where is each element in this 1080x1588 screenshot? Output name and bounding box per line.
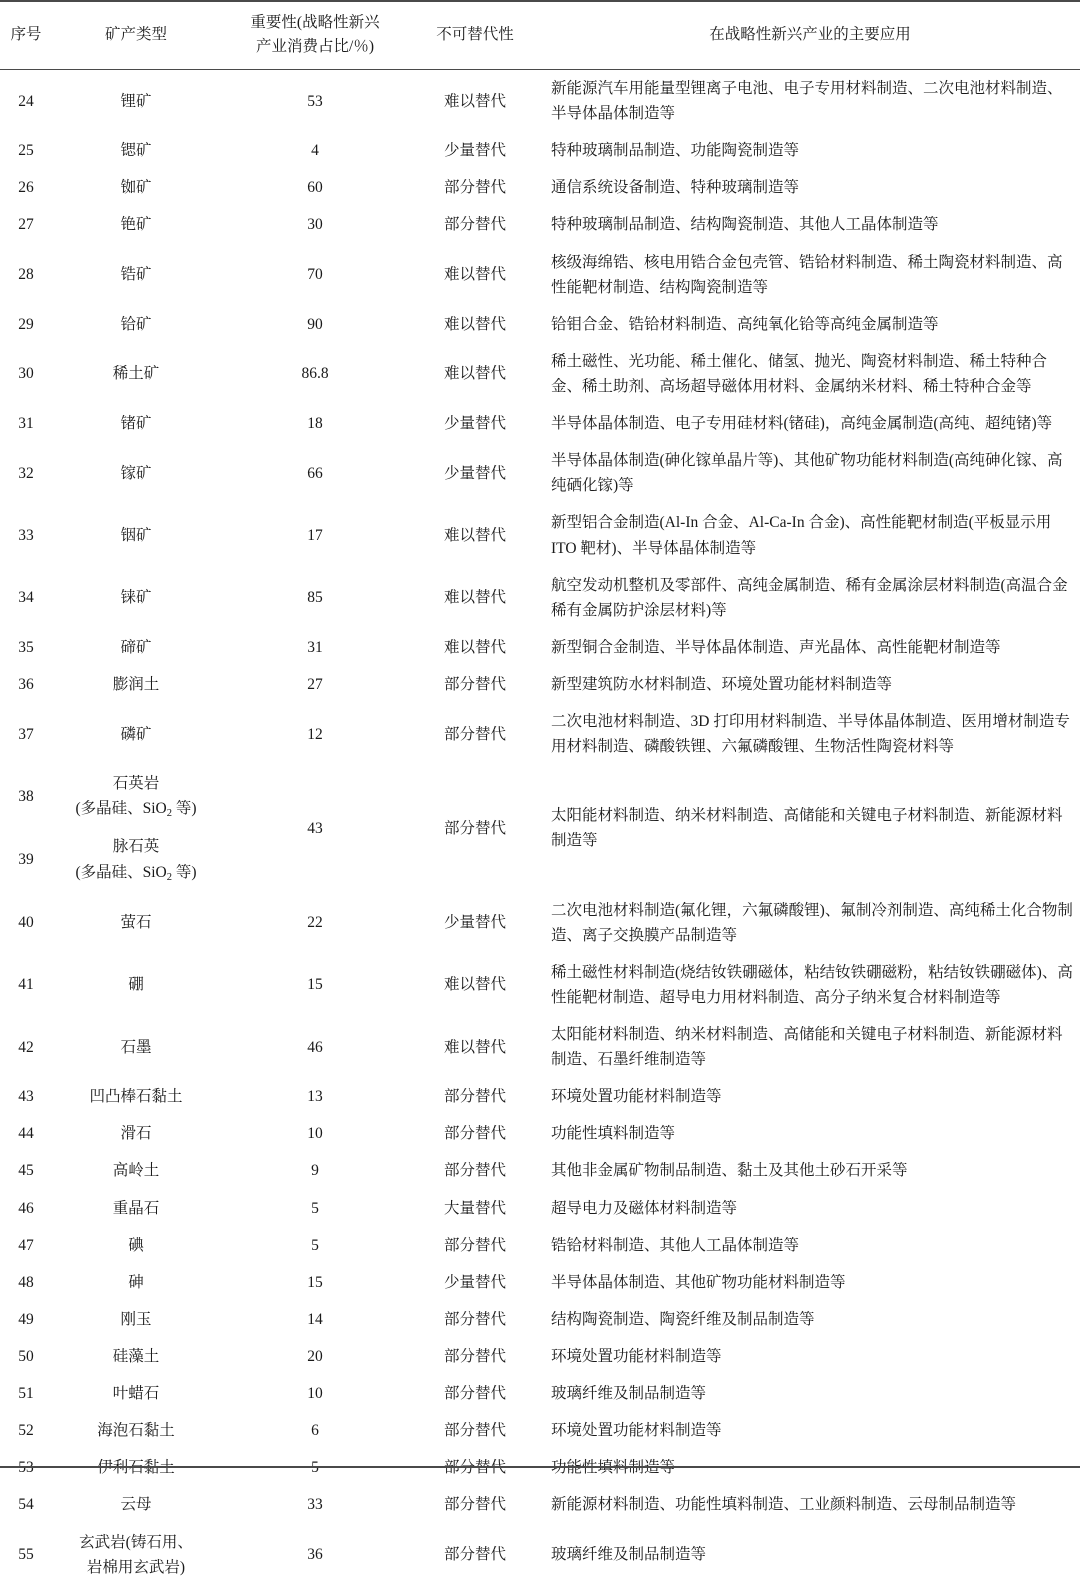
cell-applications: 二次电池材料制造(氟化锂，六氟磷酸锂)、氟制冷剂制造、高纯稀土化合物制造、离子交换膜产品制造等 <box>551 901 1073 944</box>
cell-mineral-type: 锗矿 <box>120 415 152 433</box>
cell-importance-share: 66 <box>307 464 323 482</box>
table-row <box>0 1375 1080 1412</box>
cell-applications: 结构陶瓷制造、陶瓷纤维及制品制造等 <box>551 1310 815 1328</box>
cell-substitutability: 部分替代 <box>443 819 506 837</box>
table-row <box>0 504 1080 566</box>
cell-seq: 53 <box>18 1459 34 1477</box>
mineral-type-line1: 玄武岩(铸石用、 <box>79 1533 193 1551</box>
cell-substitutability: 部分替代 <box>443 1236 506 1254</box>
cell-importance-share: 20 <box>307 1348 323 1365</box>
quartzite-name: 石英岩 <box>112 775 160 793</box>
table-row <box>0 405 1080 442</box>
table-row <box>0 703 1080 765</box>
table-row <box>0 1190 1080 1227</box>
cell-mineral-type: 磷矿 <box>120 725 152 743</box>
table-row <box>0 1486 1080 1523</box>
table-row <box>0 1412 1080 1449</box>
cell-mineral-type: 硼 <box>128 976 144 994</box>
cell-seq: 25 <box>18 142 34 160</box>
cell-seq: 54 <box>18 1496 34 1514</box>
cell-applications: 太阳能材料制造、纳米材料制造、高储能和关键电子材料制造、新能源材料制造、石墨纤维制造等 <box>551 1026 1063 1069</box>
cell-applications: 太阳能材料制造、纳米材料制造、高储能和关键电子材料制造、新能源材料制造等 <box>551 807 1063 850</box>
cell-mineral-type: 海泡石黏土 <box>97 1422 175 1440</box>
cell-mineral-type: 镓矿 <box>120 464 152 482</box>
table-row <box>0 442 1080 504</box>
importance-header-line2: 产业消费占比/％) <box>256 38 374 56</box>
cell-importance-share: 36 <box>307 1546 323 1564</box>
cell-substitutability: 难以替代 <box>443 589 506 607</box>
cell-substitutability: 大量替代 <box>443 1199 506 1217</box>
cell-importance-share: 9 <box>311 1162 319 1180</box>
cell-importance-share: 53 <box>307 92 323 110</box>
cell-seq: 34 <box>18 589 34 607</box>
cell-seq: 55 <box>18 1546 34 1564</box>
table-row <box>0 954 1080 1016</box>
cell-substitutability: 部分替代 <box>443 1348 506 1365</box>
table-row <box>0 629 1080 666</box>
cell-mineral-type: 伊利石黏土 <box>97 1459 175 1477</box>
cell-seq: 47 <box>18 1236 34 1254</box>
cell-substitutability: 部分替代 <box>443 1088 506 1106</box>
cell-applications: 半导体晶体制造、其他矿物功能材料制造等 <box>551 1273 846 1291</box>
cell-applications: 新型铝合金制造(Al-In 合金、Al-Ca-In 合金)、高性能靶材制造(平板显示用 ITO 靶材)、半导体晶体制造等 <box>551 514 1052 557</box>
table-row <box>0 1152 1080 1189</box>
table-row <box>0 206 1080 243</box>
table-row <box>0 666 1080 703</box>
cell-seq: 31 <box>18 415 34 433</box>
cell-seq: 36 <box>18 676 34 693</box>
cell-mineral-type: 刚玉 <box>120 1310 152 1328</box>
table-row <box>0 1338 1080 1375</box>
cell-mineral-type: 碘 <box>128 1236 144 1254</box>
cell-substitutability: 部分替代 <box>443 179 506 197</box>
cell-mineral-type: 石墨 <box>120 1038 152 1056</box>
importance-header-line1: 重要性(战略性新兴 <box>250 14 380 31</box>
cell-mineral-type: 膨润土 <box>112 676 160 693</box>
cell-seq: 51 <box>18 1385 34 1403</box>
cell-substitutability: 少量替代 <box>443 914 506 932</box>
column-header-importance-share <box>220 1 410 70</box>
cell-seq: 28 <box>18 266 34 284</box>
table-header <box>0 1 1080 70</box>
cell-seq: 42 <box>18 1038 34 1056</box>
cell-applications: 功能性填料制造等 <box>551 1459 676 1477</box>
cell-applications: 锆铪材料制造、其他人工晶体制造等 <box>551 1236 800 1254</box>
cell-applications: 半导体晶体制造(砷化镓单晶片等)、其他矿物功能材料制造(高纯砷化镓、高纯硒化镓)等 <box>551 452 1063 495</box>
cell-seq: 46 <box>18 1199 34 1217</box>
cell-mineral-type: 铯矿 <box>120 216 152 234</box>
cell-applications: 功能性填料制造等 <box>551 1125 676 1143</box>
cell-seq: 40 <box>18 914 34 932</box>
cell-applications: 特种玻璃制品制造、结构陶瓷制造、其他人工晶体制造等 <box>551 216 939 234</box>
cell-mineral-type: 铷矿 <box>120 179 152 197</box>
cell-seq: 37 <box>18 725 34 743</box>
cell-substitutability: 难以替代 <box>443 365 506 383</box>
cell-importance-share: 70 <box>307 266 323 284</box>
cell-importance-share: 18 <box>307 415 323 433</box>
cell-substitutability: 少量替代 <box>443 142 506 160</box>
table-row <box>0 1524 1080 1588</box>
cell-seq: 30 <box>18 365 34 383</box>
cell-applications: 铪钼合金、锆铪材料制造、高纯氧化铪等高纯金属制造等 <box>551 315 939 333</box>
cell-importance-share: 43 <box>307 819 323 837</box>
column-header-applications: 在战略性新兴产业的主要应用 <box>709 26 911 44</box>
table-row <box>0 892 1080 954</box>
cell-seq: 26 <box>18 179 34 197</box>
cell-applications: 玻璃纤维及制品制造等 <box>551 1385 707 1403</box>
table-row-quartz-top <box>0 765 1080 828</box>
table-row <box>0 70 1080 133</box>
cell-substitutability: 少量替代 <box>443 464 506 482</box>
cell-seq: 41 <box>18 976 34 994</box>
cell-importance-share: 60 <box>307 179 323 197</box>
cell-mineral-type: 锂矿 <box>120 92 152 110</box>
cell-mineral-type: 萤石 <box>120 914 152 932</box>
cell-importance-share: 15 <box>307 1273 323 1291</box>
cell-substitutability: 难以替代 <box>443 1038 506 1056</box>
cell-importance-share: 12 <box>307 725 323 743</box>
cell-mineral-type: 滑石 <box>120 1125 152 1143</box>
cell-importance-share: 5 <box>311 1199 319 1217</box>
cell-importance-share: 22 <box>307 914 323 932</box>
cell-applications: 超导电力及磁体材料制造等 <box>551 1199 738 1217</box>
cell-importance-share: 46 <box>307 1038 323 1056</box>
cell-applications: 新能源材料制造、功能性填料制造、工业颜料制造、云母制品制造等 <box>551 1496 1017 1514</box>
cell-mineral-type: 重晶石 <box>112 1199 160 1217</box>
cell-importance-share: 6 <box>311 1422 319 1440</box>
quartzite-formula: (多晶硅、SiO$_2$ 等) <box>75 800 197 820</box>
cell-seq: 33 <box>18 527 34 544</box>
cell-seq: 38 <box>18 788 34 806</box>
cell-importance-share: 4 <box>311 142 319 160</box>
cell-seq: 24 <box>18 92 34 110</box>
cell-mineral-type: 锆矿 <box>120 266 152 284</box>
cell-applications: 航空发动机整机及零部件、高纯金属制造、稀有金属涂层材料制造(高温合金稀有金属防护涂层材料)等 <box>551 576 1068 619</box>
cell-mineral-type: 砷 <box>128 1273 144 1291</box>
cell-applications: 环境处置功能材料制造等 <box>551 1088 722 1106</box>
table-row <box>0 306 1080 343</box>
cell-importance-share: 31 <box>307 638 323 656</box>
cell-mineral-type: 碲矿 <box>120 638 152 656</box>
cell-applications: 特种玻璃制品制造、功能陶瓷制造等 <box>551 142 800 160</box>
cell-seq: 43 <box>18 1088 34 1106</box>
column-header-mineral-type: 矿产类型 <box>104 26 167 44</box>
cell-substitutability: 难以替代 <box>443 92 506 110</box>
cell-seq: 49 <box>18 1310 34 1328</box>
cell-substitutability: 少量替代 <box>443 1273 506 1291</box>
cell-mineral-type: 凹凸棒石黏土 <box>89 1088 183 1106</box>
column-header-substitutability: 不可替代性 <box>436 26 514 44</box>
cell-applications: 核级海绵锆、核电用锆合金包壳管、锆铪材料制造、稀土陶瓷材料制造、高性能靶材制造、结构陶瓷制造等 <box>551 253 1063 296</box>
cell-substitutability: 部分替代 <box>443 1546 506 1564</box>
cell-importance-share: 86.8 <box>301 365 329 383</box>
cell-importance-share: 17 <box>307 527 323 544</box>
cell-seq: 29 <box>18 315 34 333</box>
cell-mineral-type: 铪矿 <box>120 315 152 333</box>
cell-substitutability: 部分替代 <box>443 1310 506 1328</box>
cell-substitutability: 部分替代 <box>443 1459 506 1477</box>
table-row <box>0 244 1080 306</box>
cell-importance-share: 90 <box>307 315 323 333</box>
cell-mineral-type: 高岭土 <box>112 1162 160 1180</box>
cell-mineral-type: 铟矿 <box>120 527 152 544</box>
cell-applications: 稀土磁性材料制造(烧结钕铁硼磁体，粘结钕铁硼磁粉，粘结钕铁硼磁体)、高性能靶材制造、超导电力用材料制造、高分子纳米复合材料制造等 <box>551 963 1073 1006</box>
cell-importance-share: 30 <box>307 216 323 234</box>
table-row <box>0 1016 1080 1078</box>
cell-seq: 27 <box>18 216 34 234</box>
cell-applications: 半导体晶体制造、电子专用硅材料(锗硅)，高纯金属制造(高纯、超纯锗)等 <box>551 415 1053 433</box>
cell-importance-share: 10 <box>307 1385 323 1403</box>
vein-quartz-name: 脉石英 <box>112 838 160 856</box>
cell-mineral-type: 硅藻土 <box>112 1348 160 1365</box>
cell-substitutability: 部分替代 <box>443 1496 506 1514</box>
table-row <box>0 1227 1080 1264</box>
cell-mineral-type: 铼矿 <box>120 589 152 607</box>
vein-quartz-formula: (多晶硅、SiO$_2$ 等) <box>75 863 197 883</box>
table-row <box>0 343 1080 405</box>
cell-substitutability: 部分替代 <box>443 1162 506 1180</box>
cell-importance-share: 10 <box>307 1125 323 1143</box>
cell-applications: 新型建筑防水材料制造、环境处置功能材料制造等 <box>551 676 893 693</box>
cell-mineral-type-quartzite <box>52 765 220 828</box>
cell-importance-share: 15 <box>307 976 323 994</box>
table-row <box>0 1115 1080 1152</box>
cell-substitutability: 部分替代 <box>443 676 506 693</box>
table-row <box>0 169 1080 206</box>
cell-applications: 稀土磁性、光功能、稀土催化、储氢、抛光、陶瓷材料制造、稀土特种合金、稀土助剂、高场超导磁体用材料、金属纳米材料、稀土特种合金等 <box>551 352 1048 396</box>
cell-mineral-type: 锶矿 <box>120 142 152 160</box>
table-body <box>0 70 1080 1588</box>
cell-applications: 通信系统设备制造、特种玻璃制造等 <box>551 179 800 197</box>
cell-substitutability: 难以替代 <box>443 976 506 994</box>
cell-importance-share: 13 <box>307 1088 323 1106</box>
column-header-seq: 序号 <box>10 26 42 44</box>
cell-substitutability: 少量替代 <box>443 415 506 433</box>
cell-importance-share: 5 <box>311 1459 319 1477</box>
table-row <box>0 567 1080 629</box>
cell-importance-share: 27 <box>307 676 323 693</box>
cell-mineral-type: 稀土矿 <box>112 365 160 383</box>
cell-applications: 环境处置功能材料制造等 <box>551 1422 722 1440</box>
cell-importance-share: 5 <box>311 1236 319 1254</box>
cell-substitutability: 难以替代 <box>443 527 506 544</box>
cell-seq: 52 <box>18 1422 34 1440</box>
subscript-two: 2 <box>166 808 172 820</box>
cell-importance-share: 14 <box>307 1310 323 1328</box>
cell-mineral-type: 叶蜡石 <box>112 1385 160 1403</box>
cell-mineral-type-vein-quartz <box>52 828 220 891</box>
cell-seq: 44 <box>18 1125 34 1143</box>
cell-substitutability: 部分替代 <box>443 1422 506 1440</box>
table-row <box>0 1264 1080 1301</box>
cell-substitutability: 部分替代 <box>443 216 506 234</box>
table-row <box>0 1078 1080 1115</box>
cell-seq: 48 <box>18 1273 34 1291</box>
cell-substitutability: 部分替代 <box>443 1125 506 1143</box>
cell-seq: 32 <box>18 464 34 482</box>
cell-substitutability: 难以替代 <box>443 638 506 656</box>
subscript-two: 2 <box>166 871 172 883</box>
cell-applications: 其他非金属矿物制品制造、黏土及其他土砂石开采等 <box>551 1162 908 1180</box>
cell-seq: 35 <box>18 638 34 656</box>
cell-applications: 玻璃纤维及制品制造等 <box>551 1546 707 1564</box>
table-row <box>0 132 1080 169</box>
cell-applications: 新能源汽车用能量型锂离子电池、电子专用材料制造、二次电池材料制造、半导体晶体制造等 <box>551 80 1063 123</box>
cell-applications: 环境处置功能材料制造等 <box>551 1348 722 1365</box>
cell-importance-share: 33 <box>307 1496 323 1514</box>
cell-substitutability: 难以替代 <box>443 266 506 284</box>
mineral-type-line2: 岩棉用玄武岩) <box>86 1558 186 1576</box>
cell-seq: 45 <box>18 1162 34 1180</box>
cell-importance-share: 85 <box>307 589 323 607</box>
cell-applications: 新型铜合金制造、半导体晶体制造、声光晶体、高性能靶材制造等 <box>551 638 1001 656</box>
cell-substitutability: 部分替代 <box>443 725 506 743</box>
cell-substitutability: 难以替代 <box>443 315 506 333</box>
cell-seq: 50 <box>18 1348 34 1365</box>
cell-substitutability: 部分替代 <box>443 1385 506 1403</box>
cell-mineral-type <box>52 1524 220 1588</box>
table-row <box>0 1301 1080 1338</box>
cell-seq: 39 <box>18 851 34 869</box>
cell-mineral-type: 云母 <box>120 1496 152 1514</box>
cell-applications: 二次电池材料制造、3D 打印用材料制造、半导体晶体制造、医用增材制造专用材料制造、磷酸铁锂、六氟磷酸锂、生物活性陶瓷材料等 <box>551 713 1070 756</box>
